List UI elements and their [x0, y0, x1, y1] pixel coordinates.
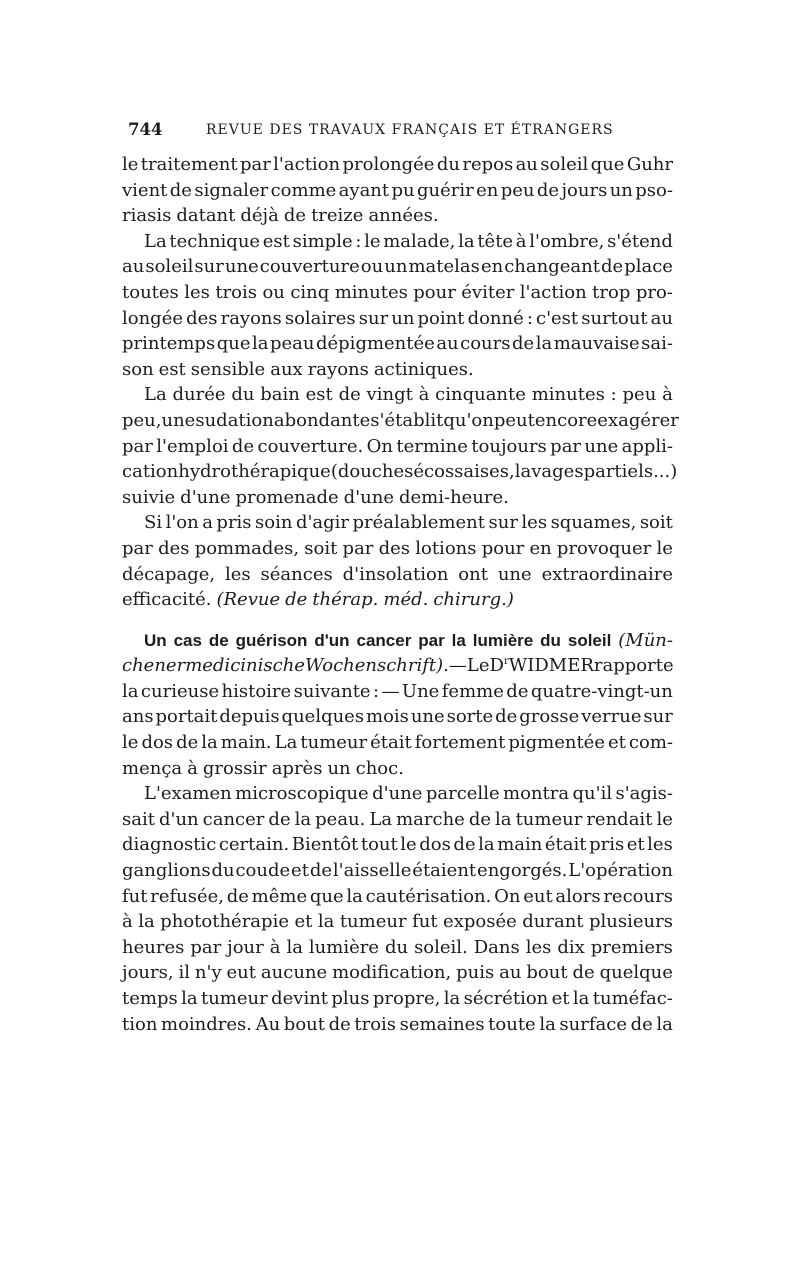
text-line: diagnostic certain. Bientôt tout le dos de la main était pris et les — [122, 834, 673, 856]
paragraph — [122, 781, 673, 1037]
page-header — [128, 118, 668, 142]
text-line: le traitement par l'action prolongée du repos au soleil que Guhr — [122, 154, 673, 175]
paragraph — [122, 152, 673, 229]
text-line: par l'emploi de couverture. On termine toujours par une appli- — [122, 435, 673, 457]
text-line: le dos de la main. La tumeur était fortement pigmentée et com- — [122, 732, 673, 754]
paragraph — [122, 628, 673, 782]
paragraph — [122, 510, 673, 612]
text-line: temps la tumeur devint plus propre, la sécrétion et la tuméfac- — [122, 988, 673, 1009]
text-line: sait d'un cancer de la peau. La marche de la tumeur rendait le — [122, 808, 673, 830]
text-line: ans portait depuis quelques mois une sorte de grosse verrue sur — [122, 706, 673, 728]
text-line: L'examen microscopique d'une parcelle montra qu'il s'agis- — [144, 783, 673, 805]
text-line: décapage, les séances d'insolation ont une extraordinaire — [122, 563, 673, 585]
text-line: ganglions du coude et de l'aisselle étaient engorgés. L'opération — [122, 860, 673, 882]
text-line: la curieuse histoire suivante : — Une femme de quatre-vingt-un — [122, 680, 673, 702]
text-line: son est sensible aux rayons actiniques. — [122, 358, 474, 380]
text-line: au soleil sur une couverture ou un matelas en changeant de place — [122, 256, 673, 278]
text-line: printemps que la peau dépigmentée au cours de la mauvaise sai- — [122, 333, 673, 355]
paragraph-gap — [122, 613, 673, 628]
text-line: chener medicinische Wochenschrift). — Le $D^r$ WIDMER rapporte — [122, 655, 674, 677]
body-text — [122, 152, 679, 1037]
text-line: toutes les trois ou cinq minutes pour éviter l'action trop pro- — [122, 281, 673, 303]
text-line: suivie d'une promenade d'une demi-heure. — [122, 486, 509, 508]
text-line: mença à grossir après un choc. — [122, 757, 404, 779]
paragraph — [122, 229, 673, 383]
text-line: vient de signaler comme ayant pu guérir en peu de jours un pso- — [122, 179, 673, 201]
text-line: La durée du bain est de vingt à cinquante minutes : peu à — [144, 384, 673, 406]
text-line: Un cas de guérison d'un cancer par la lumière du soleil (Mün- — [144, 629, 673, 651]
text-line: heures par jour à la lumière du soleil. Dans les dix premiers — [122, 936, 673, 958]
text-line: jours, il n'y eut aucune modification, puis au bout de quelque — [122, 962, 673, 984]
text-line: cation hydrothérapique (douches écossaises, lavages partiels...) — [122, 461, 678, 483]
text-line: riasis datant déjà de treize années. — [122, 205, 439, 227]
page-number: 744 — [128, 120, 163, 139]
text-line: tion moindres. Au bout de trois semaines toute la surface de la — [122, 1013, 673, 1035]
paragraph — [122, 382, 679, 510]
text-line: à la photothérapie et la tumeur fut exposée durant plusieurs — [122, 911, 673, 933]
running-title: REVUE DES TRAVAUX FRANÇAIS ET ÉTRANGERS — [206, 122, 614, 138]
text-line: Si l'on a pris soin d'agir préalablement sur les squames, soit — [144, 512, 673, 534]
text-line: efficacité. (Revue de thérap. méd. chirurg.) — [122, 589, 514, 611]
text-line: par des pommades, soit par des lotions pour en provoquer le — [122, 537, 673, 559]
text-line: fut refusée, de même que la cautérisation. On eut alors recours — [122, 885, 673, 907]
text-line: peu, une sudation abondante s'établit qu'on peut encore exagérer — [122, 409, 679, 431]
text-line: La technique est simple : le malade, la tête à l'ombre, s'étend — [144, 230, 673, 252]
text-line: longée des rayons solaires sur un point donné : c'est surtout au — [122, 307, 673, 329]
